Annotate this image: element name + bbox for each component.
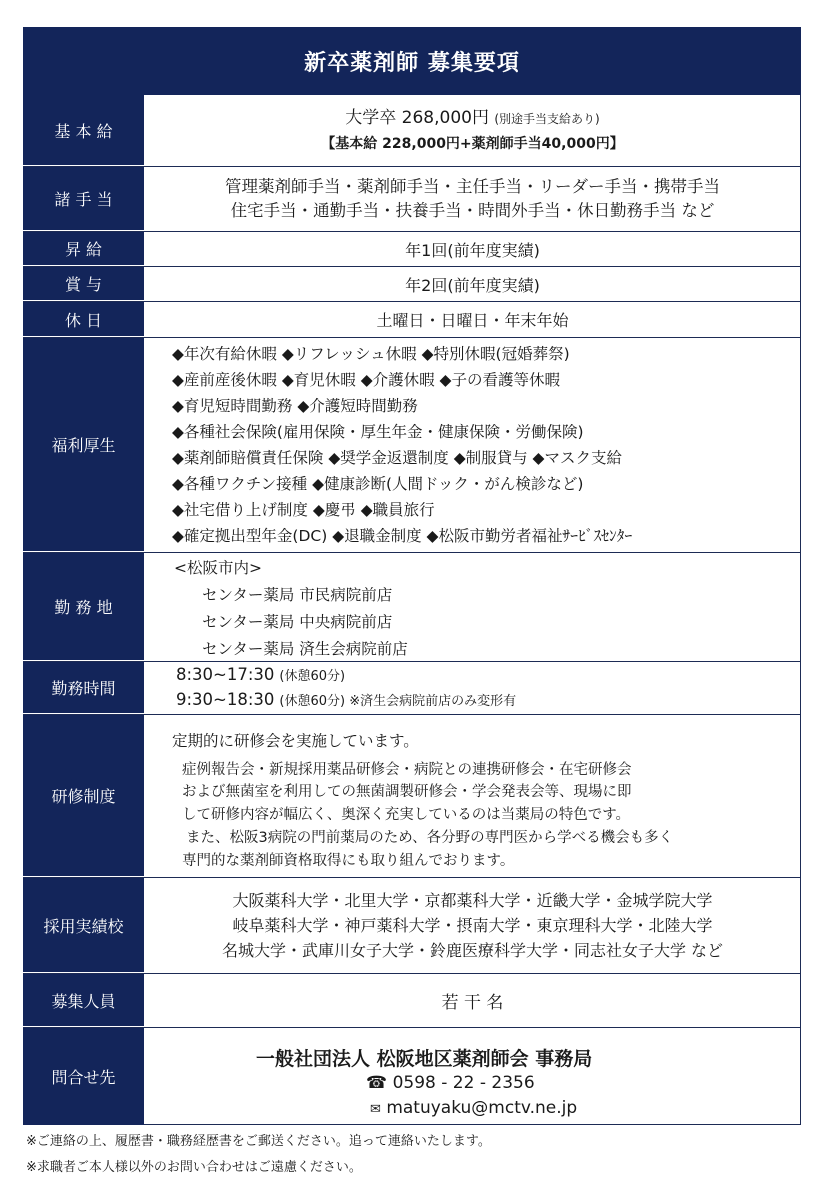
row-label: 昇 給 <box>23 232 144 266</box>
row-value <box>144 1028 801 1125</box>
benefit-line: ◆年次有給休暇 ◆リフレッシュ休暇 ◆特別休暇(冠婚葬祭) <box>172 345 570 363</box>
hours-time: 9:30~18:30 <box>176 690 275 709</box>
row-location <box>23 553 801 662</box>
row-label: 賞 与 <box>23 267 144 301</box>
hours-note: (休憩60分) <box>279 669 346 684</box>
benefit-line: ◆各種ワクチン接種 ◆健康診断(人間ドック・がん検診など) <box>172 475 584 493</box>
benefit-line: ◆確定拠出型年金(DC) ◆退職金制度 ◆松阪市勤労者福祉ｻｰﾋﾞｽｾﾝﾀｰ <box>172 527 633 545</box>
row-value: 年1回(前年度実績) <box>405 240 540 260</box>
benefit-line: ◆産前産後休暇 ◆育児休暇 ◆介護休暇 ◆子の看護等休暇 <box>172 371 560 389</box>
contact-email[interactable]: matuyaku@mctv.ne.jp <box>386 1098 578 1118</box>
row-label: 募集人員 <box>23 974 144 1027</box>
row-welfare <box>23 338 801 553</box>
training-line: 症例報告会・新規採用薬品研修会・病院との連携研修会・在宅研修会 <box>182 762 632 778</box>
row-label: 勤務時間 <box>23 662 144 714</box>
hours-note: (休憩60分) ※済生会病院前店のみ変形有 <box>279 694 517 709</box>
training-line: して研修内容が幅広く、奥深く充実しているのは当薬局の特色です。 <box>182 807 631 823</box>
salary-main-text: 大学卒 268,000円 <box>345 107 489 128</box>
location-line: センター薬局 市民病院前店 <box>202 586 393 604</box>
phone-icon: ☎ <box>366 1073 388 1093</box>
row-openings <box>23 974 801 1028</box>
row-allowances <box>23 167 801 232</box>
contact-org: 一般社団法人 松阪地区薬剤師会 事務局 <box>256 1048 593 1070</box>
school-line: 名城大学・武庫川女子大学・鈴鹿医療科学大学・同志社女子大学 など <box>221 941 724 961</box>
benefit-line: ◆各種社会保険(雇用保険・厚生年金・健康保険・労働保険) <box>172 423 584 441</box>
hours-line <box>176 690 516 709</box>
row-label: 基 本 給 <box>23 95 144 166</box>
benefit-line: ◆育児短時間勤務 ◆介護短時間勤務 <box>172 397 418 415</box>
school-line: 大阪薬科大学・北里大学・京都薬科大学・近畿大学・金城学院大学 <box>232 890 713 910</box>
row-label: 休 日 <box>23 302 144 337</box>
row-label: 研修制度 <box>23 715 144 877</box>
allowance-line: 管理薬剤師手当・薬剤師手当・主任手当・リーダー手当・携帯手当 <box>225 177 720 197</box>
footnote: ※求職者ご本人様以外のお問い合わせはご遠慮ください。 <box>26 1160 362 1175</box>
row-salary <box>23 95 801 167</box>
mail-icon: ✉ <box>370 1102 381 1117</box>
location-heading: <松阪市内> <box>174 559 262 577</box>
hours-time: 8:30~17:30 <box>176 665 275 684</box>
school-line: 岐阜薬科大学・神戸薬科大学・摂南大学・東京理科大学・北陸大学 <box>232 915 713 935</box>
row-schools <box>23 878 801 974</box>
row-value <box>144 662 801 714</box>
benefit-line: ◆薬剤師賠償責任保険 ◆奨学金返還制度 ◆制服貸与 ◆マスク支給 <box>172 449 622 467</box>
row-holiday <box>23 302 801 338</box>
allowance-line: 住宅手当・通勤手当・扶養手当・時間外手当・休日勤務手当 など <box>230 201 715 220</box>
row-value <box>144 715 801 877</box>
benefit-line: ◆社宅借り上げ制度 ◆慶弔 ◆職員旅行 <box>172 501 435 519</box>
row-value <box>144 338 801 552</box>
training-line: 専門的な薬剤師資格取得にも取り組んでおります。 <box>182 853 515 869</box>
training-line: また、松阪3病院の門前薬局のため、各分野の専門医から学べる機会も多く <box>186 830 674 846</box>
row-label: 勤 務 地 <box>23 553 144 661</box>
row-contact <box>23 1028 801 1125</box>
row-label: 諸 手 当 <box>23 167 144 231</box>
page-title: 新卒薬剤師 募集要項 <box>23 27 801 95</box>
salary-main-note: (別途手当支給あり) <box>494 111 600 126</box>
row-value <box>144 167 801 231</box>
row-bonus <box>23 267 801 302</box>
training-line: および無菌室を利用しての無菌調製研修会・学会発表会等、現場に即 <box>182 784 632 800</box>
contact-email-line <box>370 1098 577 1118</box>
salary-main <box>345 108 599 128</box>
salary-breakdown: 【基本給 228,000円+薬剤師手当40,000円】 <box>321 136 624 153</box>
row-hours <box>23 662 801 715</box>
contact-phone[interactable]: 0598 - 22 - 2356 <box>392 1073 535 1093</box>
row-value <box>144 878 801 973</box>
row-label: 採用実績校 <box>23 878 144 973</box>
row-training <box>23 715 801 878</box>
row-value: 土曜日・日曜日・年末年始 <box>376 311 569 330</box>
footnote: ※ご連絡の上、履歴書・職務経歴書をご郵送ください。追って連絡いたします。 <box>26 1134 491 1149</box>
training-lead: 定期的に研修会を実施しています。 <box>172 732 419 750</box>
row-label: 問合せ先 <box>23 1028 144 1125</box>
location-line: センター薬局 済生会病院前店 <box>202 640 408 658</box>
row-label: 福利厚生 <box>23 338 144 552</box>
row-value <box>144 95 801 166</box>
row-value <box>144 553 801 661</box>
row-value: 年2回(前年度実績) <box>405 275 540 295</box>
location-line: センター薬局 中央病院前店 <box>202 613 393 631</box>
row-value: 若 干 名 <box>441 993 504 1013</box>
hours-line <box>176 665 345 684</box>
row-raise <box>23 232 801 267</box>
contact-phone-line <box>366 1073 535 1093</box>
